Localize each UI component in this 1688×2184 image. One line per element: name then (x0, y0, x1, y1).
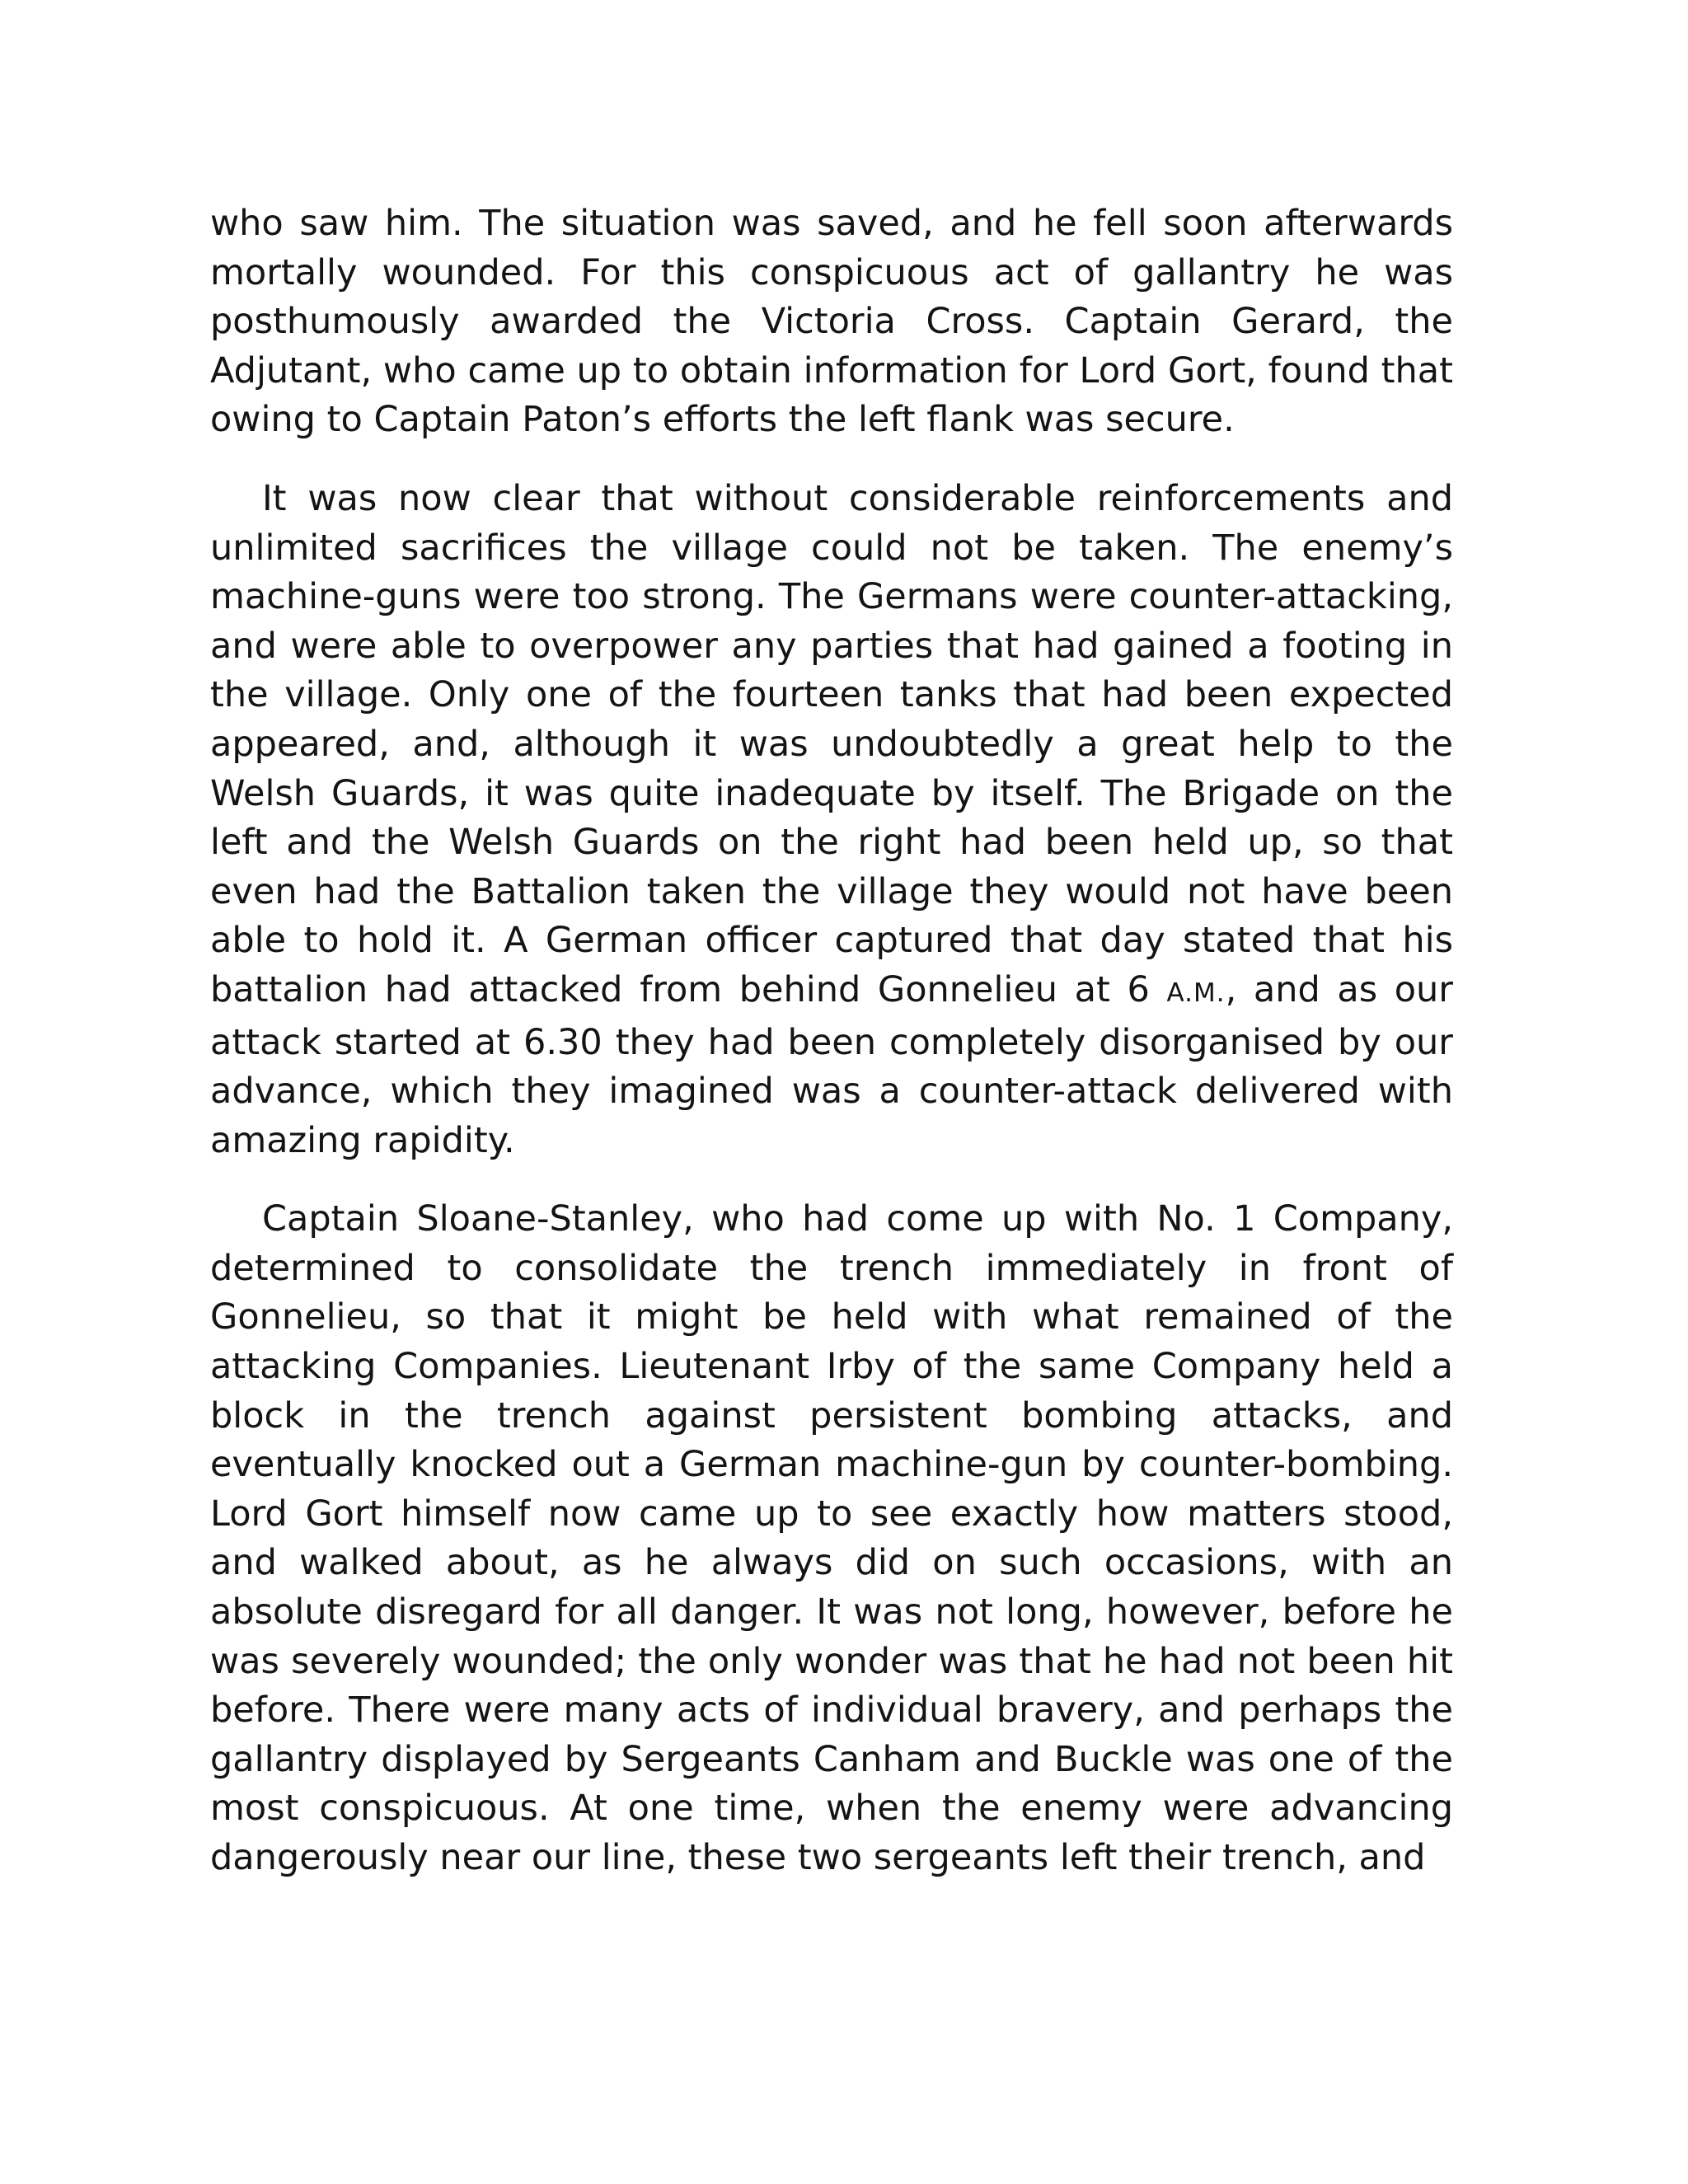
paragraph-1 (210, 199, 1453, 445)
paragraph-3 (210, 1195, 1453, 1882)
paragraph-2-text-a: It was now clear that without considerable reinforcements and unlimited sacrifices the village could not be taken. The enemy’s machine-guns were too strong. The Germans were counter-attacking, and were able to overpower any parties that had gained a footing in the village. Only one of the fourteen tanks that had been expected appeared, and, although it was undoubtedly a great help to the Welsh Guards, it was quite inadequate by itself. The Brigade on the left and the Welsh Guards on the right had been held up, so that even had the Battalion taken the village they would not have been able to hold it. A German officer captured that day stated that his battalion had attacked from behind Gonnelieu at 6 (210, 477, 1453, 1010)
paragraph-1-text: who saw him. The situation was saved, and he fell soon afterwards mortally wounded. For this conspicuous act of gallantry he was posthumously awarded the Victoria Cross. Captain Gerard, the Adjutant, who came up to obtain information for Lord Gort, found that owing to Captain Paton’s efforts the left flank was secure. (210, 203, 1453, 441)
page-body (210, 199, 1453, 1883)
paragraph-3-text: Captain Sloane-Stanley, who had come up with No. 1 Company, determined to consolidate the trench immediately in front of Gonnelieu, so that it might be held with what remained of the attacking Companies. Lieutenant Irby of the same Company held a block in the trench against persistent bombing attacks, and eventually knocked out a German machine-gun by counter-bombing. Lord Gort himself now came up to see exactly how matters stood, and walked about, as he always did on such occasions, with an absolute disregard for all danger. It was not long, however, before he was severely wounded; the only wonder was that he had not been hit before. There were many acts of individual bravery, and perhaps the gallantry displayed by Sergeants Canham and Buckle was one of the most conspicuous. At one time, when the enemy were advancing dangerously near our line, these two sergeants left their trench, and (210, 1198, 1453, 1878)
paragraph-2 (210, 475, 1453, 1165)
time-abbreviation: A.M. (1166, 977, 1226, 1008)
paragraph-2-text-b: , and as our attack started at 6.30 they had been completely disorganised by our advance, which they imagined was a counter-attack delivered with amazing rapidity. (210, 968, 1453, 1161)
